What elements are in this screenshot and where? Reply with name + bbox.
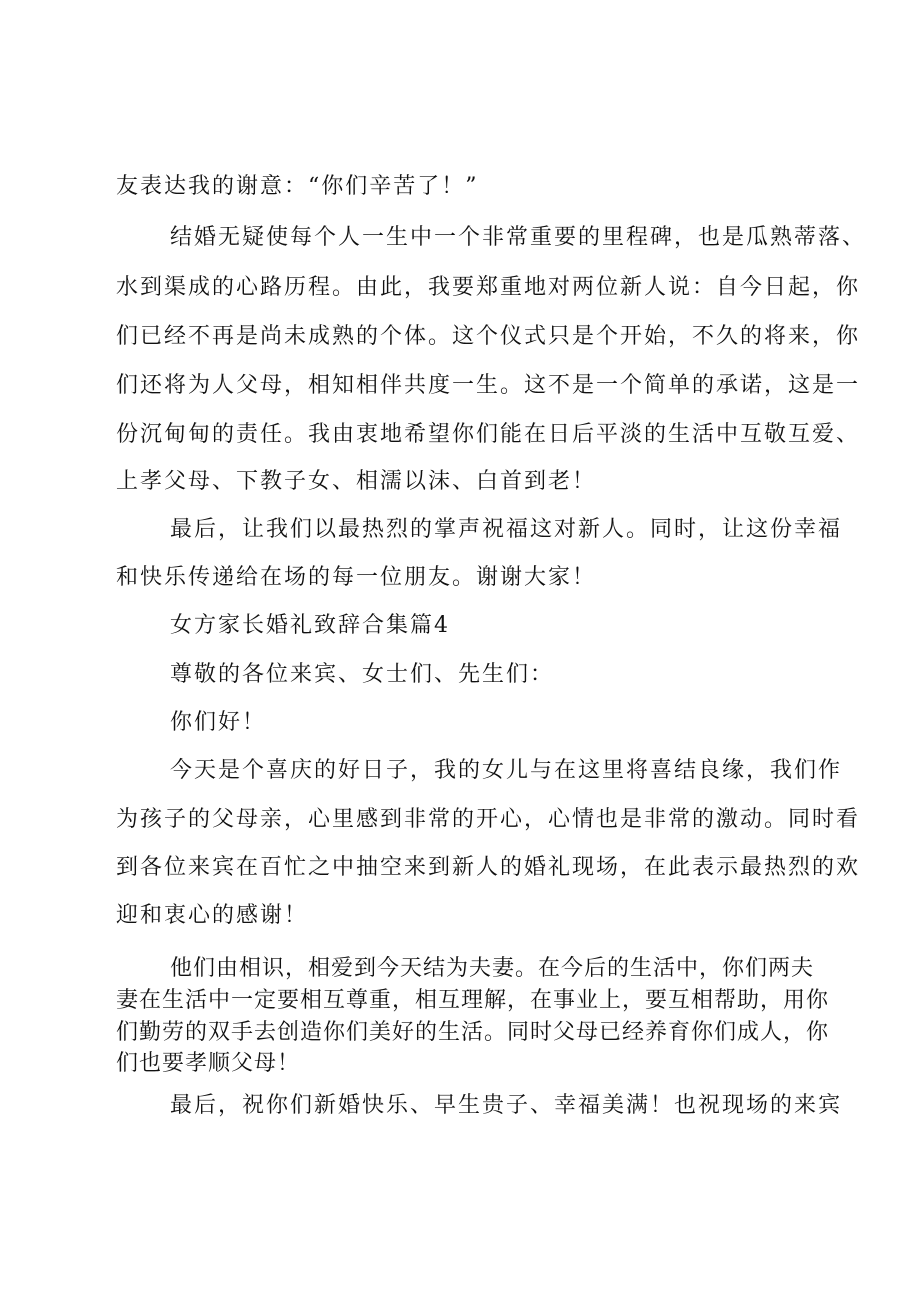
- text-line: 为孩子的父母亲，心里感到非常的开心，心情也是非常的激动。同时看: [116, 807, 861, 832]
- text-line: 份沉甸甸的责任。我由衷地希望你们能在日后平淡的生活中互敬互爱、: [116, 422, 861, 447]
- text-line: 你们好！: [170, 710, 267, 735]
- text-line: 水到渠成的心路历程。由此，我要郑重地对两位新人说：自今日起，你: [116, 275, 861, 300]
- text-line: 们还将为人父母，相知相伴共度一生。这不是一个简单的承诺，这是一: [116, 373, 861, 398]
- text-line: 他们由相识，相爱到今天结为夫妻。在今后的生活中，你们两夫: [170, 956, 815, 981]
- text-line: 和快乐传递给在场的每一位朋友。谢谢大家！: [116, 565, 597, 590]
- text-line: 迎和衷心的感谢！: [116, 903, 309, 928]
- text-line: 今天是个喜庆的好日子，我的女儿与在这里将喜结良缘，我们作: [170, 758, 843, 783]
- text-line: 到各位来宾在百忙之中抽空来到新人的婚礼现场，在此表示最热烈的欢: [116, 855, 861, 880]
- text-line: 尊敬的各位来宾、女士们、先生们：: [170, 662, 555, 687]
- text-line: 妻在生活中一定要相互尊重，相互理解，在事业上，要互相帮助，用你: [116, 988, 830, 1013]
- text-line: 最后，祝你们新婚快乐、早生贵子、幸福美满！也祝现场的来宾: [170, 1093, 843, 1118]
- text-line: 最后，让我们以最热烈的掌声祝福这对新人。同时，让这份幸福: [170, 517, 843, 542]
- text-line: 结婚无疑使每个人一生中一个非常重要的里程碑，也是瓜熟蒂落、: [170, 225, 867, 250]
- text-line: 们也要孝顺父母！: [116, 1051, 301, 1076]
- text-line: 们已经不再是尚未成熟的个体。这个仪式只是个开始，不久的将来，你: [116, 324, 861, 349]
- text-line: 友表达我的谢意：“你们辛苦了！”: [116, 174, 479, 199]
- section-heading: 女方家长婚礼致辞合集篇4: [170, 613, 450, 638]
- text-line: 们勤劳的双手去创造你们美好的生活。同时父母已经养育你们成人，你: [116, 1020, 830, 1045]
- text-line: 上孝父母、下教子女、相濡以沫、白首到老！: [116, 469, 597, 494]
